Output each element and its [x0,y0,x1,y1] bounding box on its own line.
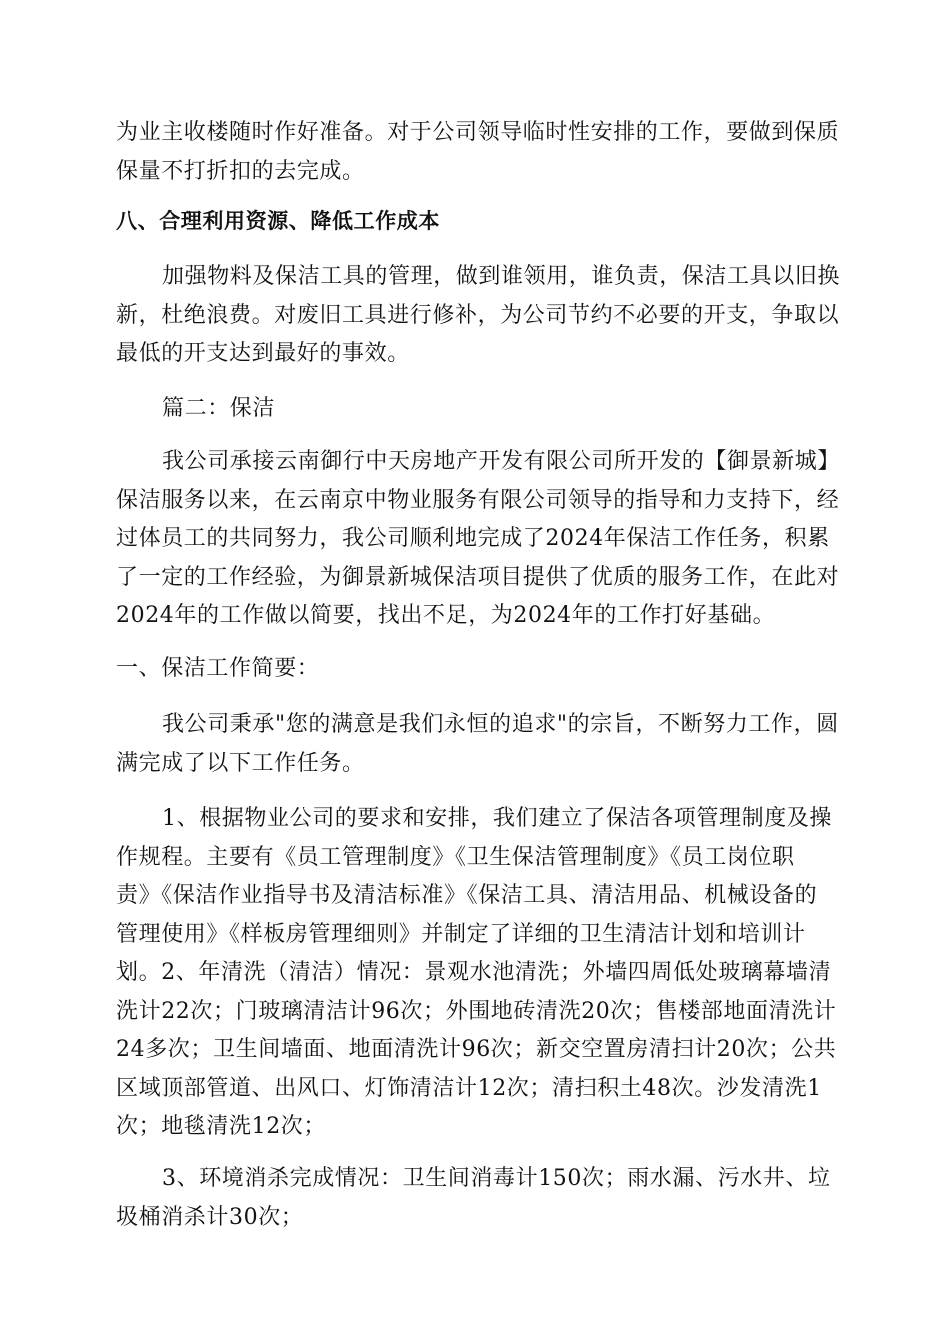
paragraph-5 [116,800,837,1147]
text-line: 2024年的工作做以简要，找出不足，为2024年的工作打好基础。 [116,603,776,628]
paragraph-4 [116,706,839,783]
section-title-text: 一、保洁工作简要： [116,656,320,681]
paragraph-6 [116,1160,834,1237]
text-line: 责》《保洁作业指导书及清洁标准》《保洁工具、清洁用品、机械设备的 [116,883,818,908]
text-line: 圾桶消杀计30次； [116,1204,304,1230]
text-line: 保量不打折扣的去完成。 [116,158,365,184]
text-line: 区域顶部管道、出风口、灯饰清洁计12次；清扫积土48次。沙发清洗1 [116,1075,822,1101]
text-line: 保洁服务以来，在云南京中物业服务有限公司领导的指导和力支持下，经 [116,487,840,513]
section-title-1 [116,650,834,689]
text-line: 为业主收楼随时作好准备。对于公司领导临时性安排的工作，要做到保质 [116,120,840,145]
text-line: 划。2、年清洗（清洁）情况：景观水池清洗；外墙四周低处玻璃幕墙清 [116,960,832,985]
paragraph-2 [116,258,841,374]
text-line: 满完成了以下工作任务。 [116,750,365,776]
chapter-title-text: 篇二：保洁 [162,396,276,421]
text-line: 24多次；卫生间墙面、地面清洗计96次；新交空置房清扫计20次；公共 [116,1037,837,1062]
paragraph-3 [116,443,841,636]
text-line: 3、环境消杀完成情况：卫生间消毒计150次；雨水漏、污水井、垃 [162,1166,831,1191]
text-line: 洗计22次；门玻璃清洁计96次；外围地砖清洗20次；售楼部地面清洗计 [116,998,837,1024]
chapter-title [116,390,834,429]
text-line: 过体员工的共同努力，我公司顺利地完成了2024年保洁工作任务，积累 [116,526,830,551]
text-line: 作规程。主要有《员工管理制度》《卫生保洁管理制度》《员工岗位职 [116,844,795,870]
text-line: 我公司秉承"您的满意是我们永恒的追求"的宗旨，不断努力工作，圆 [162,712,839,737]
text-line: 管理使用》《样板房管理细则》并制定了详细的卫生清洁计划和培训计 [116,921,806,947]
text-line: 了一定的工作经验，为御景新城保洁项目提供了优质的服务工作，在此对 [116,564,840,590]
text-line: 加强物料及保洁工具的管理，做到谁领用，谁负责，保洁工具以旧换 [162,264,841,289]
paragraph-1 [116,114,840,191]
section-heading-8: 八、合理利用资源、降低工作成本 [116,209,440,233]
text-line: 1、根据物业公司的要求和安排，我们建立了保洁各项管理制度及操 [162,806,832,831]
text-line: 次；地毯清洗12次； [116,1114,326,1139]
text-line: 我公司承接云南御行中天房地产开发有限公司所开发的【御景新城】 [162,449,841,474]
text-line: 最低的开支达到最好的事效。 [116,341,410,366]
text-line: 新，杜绝浪费。对废旧工具进行修补，为公司节约不必要的开支，争取以 [116,302,840,328]
